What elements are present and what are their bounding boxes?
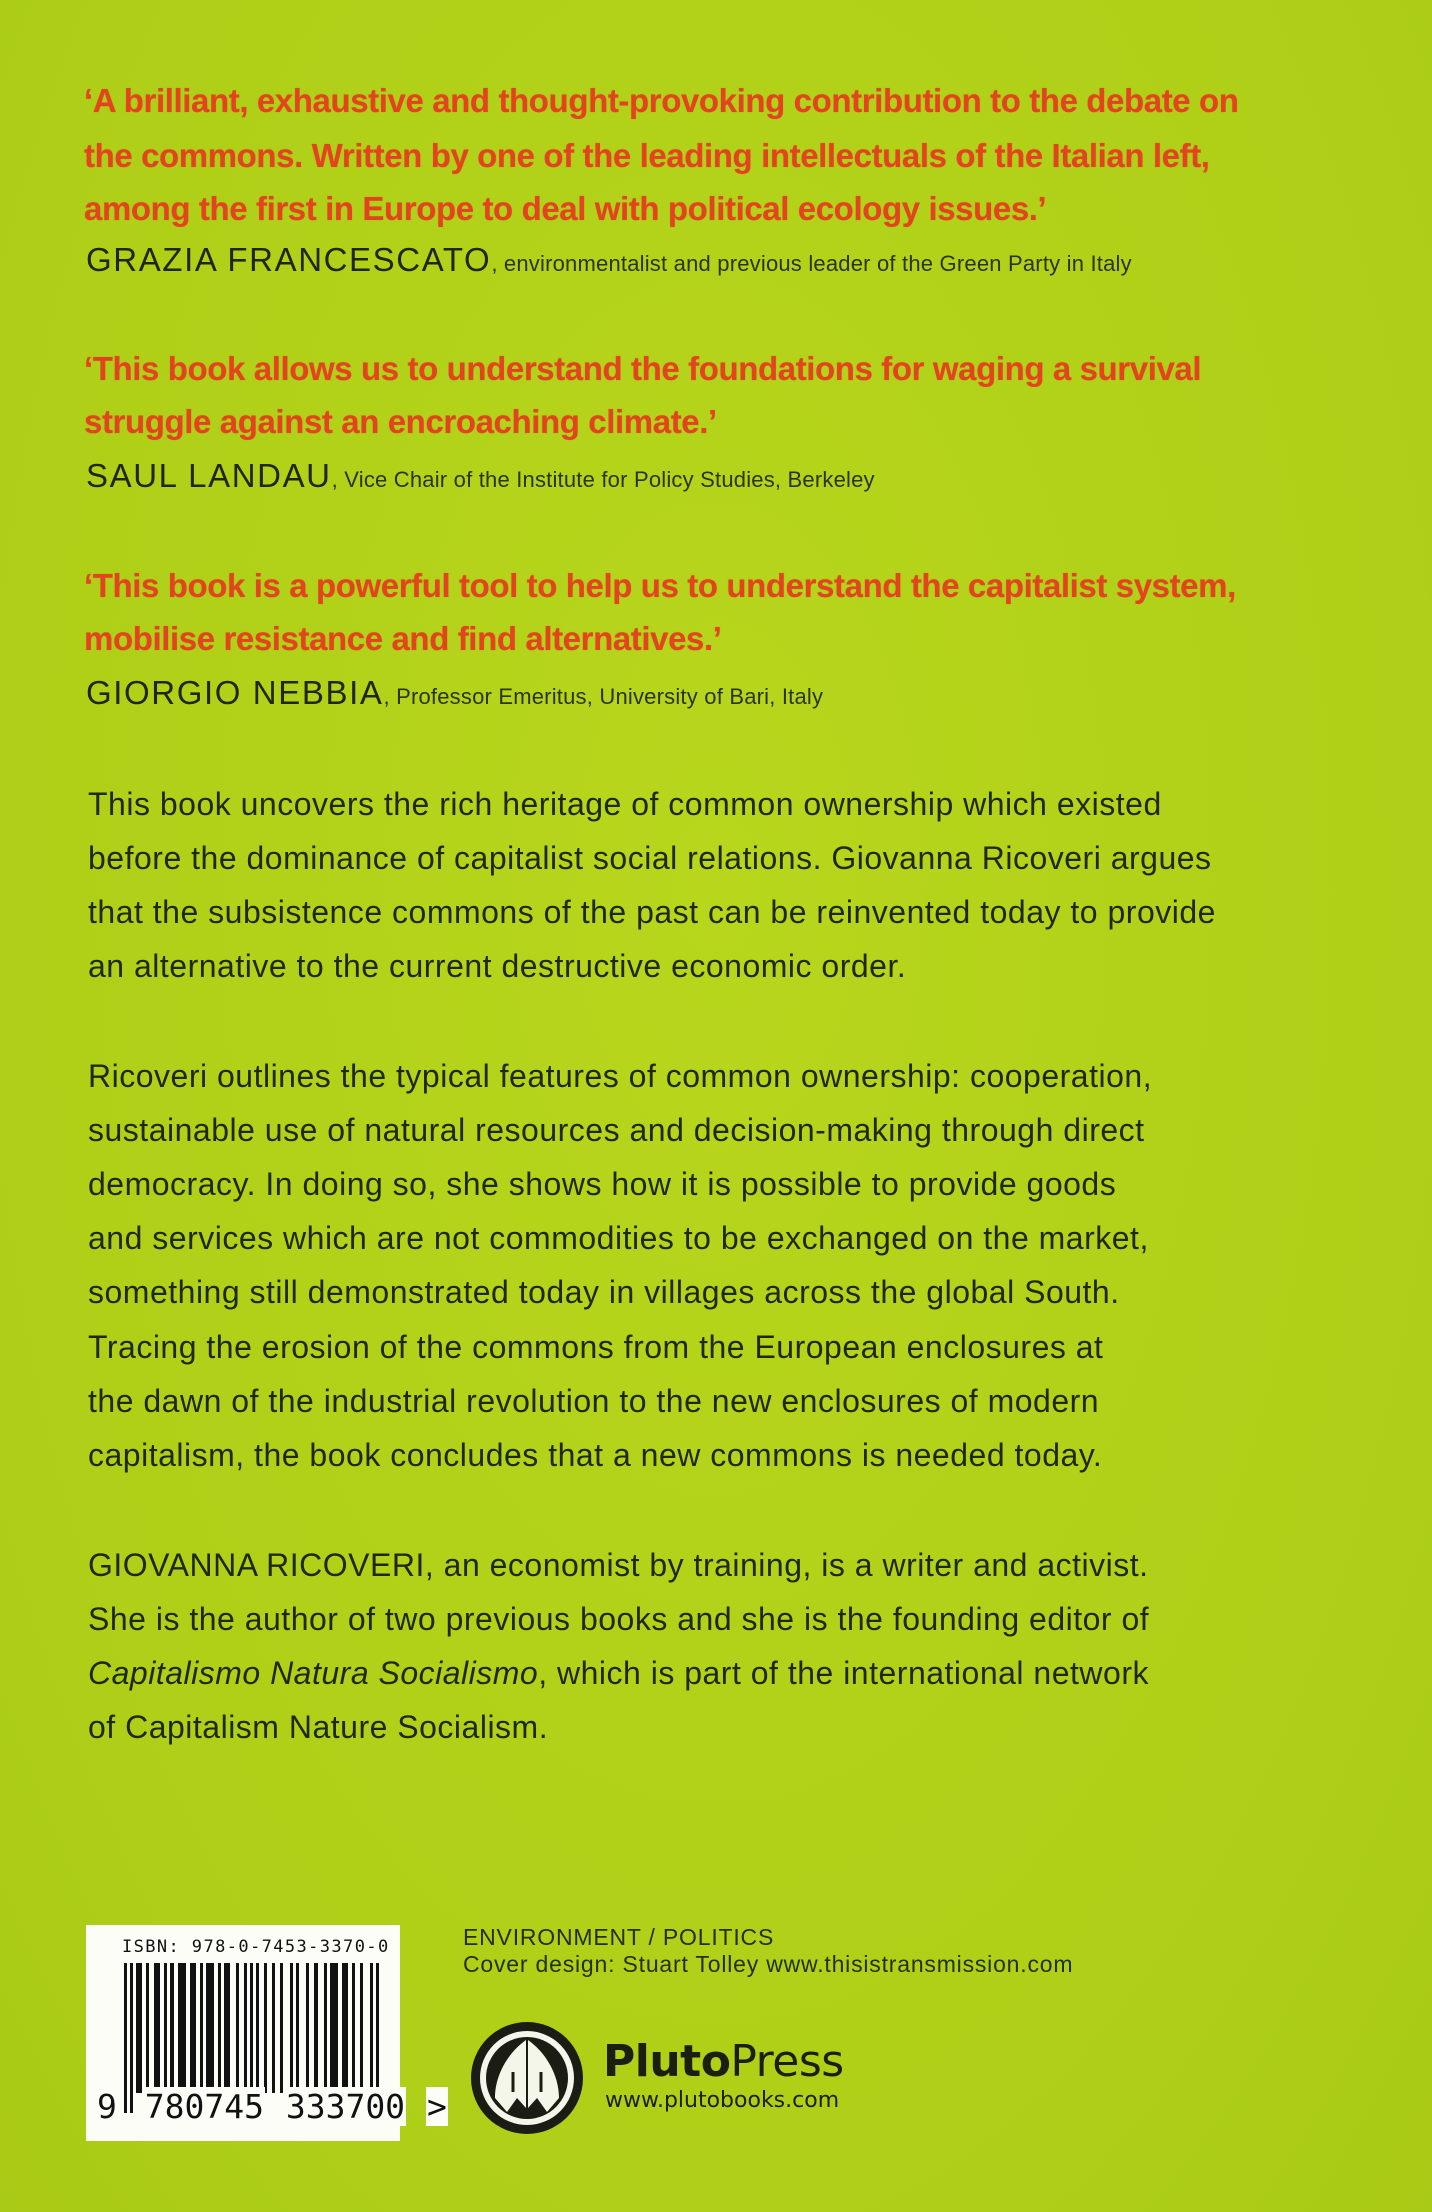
body-line: of Capitalism Nature Socialism. [88,1709,549,1745]
body-line [88,1655,1149,1692]
endorsement-attribution [86,457,875,495]
quote-line: among the first in Europe to deal with political ecology issues.’ [84,190,1047,227]
publisher-name: PlutoPress [603,2036,844,2087]
body-line: capitalism, the book concludes that a new commons is needed today. [88,1437,1103,1473]
barcode-digits [96,2087,447,2126]
isbn-label: ISBN: 978-0-7453-3370-0 [122,1937,390,1957]
body-line: the dawn of the industrial revolution to the new enclosures of modern [88,1383,1100,1419]
barcode-group-1: 780745 [144,2087,264,2126]
isbn-barcode [86,1925,447,2141]
endorser-role: , environmentalist and previous leader of the Green Party in Italy [491,251,1132,276]
barcode-lead-digit: 9 [97,2087,117,2126]
body-line: This book uncovers the rich heritage of common ownership which existed [88,786,1162,822]
body-line: GIOVANNA RICOVERI, an economist by training, is a writer and activist. [88,1547,1149,1583]
quote-line: struggle against an encroaching climate.’ [84,403,717,440]
category-and-credits [463,1924,1073,1978]
body-line: that the subsistence commons of the past can be reinvented today to provide [88,894,1216,930]
endorser-name: SAUL LANDAU [86,457,332,494]
body-line: sustainable use of natural resources and decision-making through direct [88,1112,1145,1148]
body-line: democracy. In doing so, she shows how it is possible to provide goods [88,1166,1117,1202]
quote-line: the commons. Written by one of the leading intellectuals of the Italian left, [84,137,1210,174]
endorser-name: GIORGIO NEBBIA [86,674,384,711]
body-line: an alternative to the current destructive economic order. [88,948,907,984]
cover-design-credit: Cover design: Stuart Tolley www.thisistransmission.com [463,1951,1074,1977]
quote-line: ‘This book is a powerful tool to help us to understand the capitalist system, [84,567,1236,604]
body-line: something still demonstrated today in villages across the global South. [88,1274,1120,1310]
body-line: She is the author of two previous books and she is the founding editor of [88,1601,1150,1637]
quote-line: ‘This book allows us to understand the foundations for waging a survival [84,350,1202,387]
book-category: ENVIRONMENT / POLITICS [463,1924,775,1950]
barcode-group-2: 333700 [285,2087,406,2126]
publisher-url[interactable]: www.plutobooks.com [605,2088,840,2113]
body-line: and services which are not commodities to be exchanged on the market, [88,1220,1149,1256]
quote-line: mobilise resistance and find alternatives.’ [84,620,722,657]
endorsement-attribution [86,241,1132,279]
endorsement-attribution [86,674,823,712]
pluto-press-logo-icon [469,2020,585,2136]
body-line: Tracing the erosion of the commons from the European enclosures at [88,1329,1104,1365]
body-text: , which is part of the international network [538,1655,1149,1691]
body-line: before the dominance of capitalist social relations. Giovanna Ricoveri argues [88,840,1212,876]
body-line: Ricoveri outlines the typical features of common ownership: cooperation, [88,1058,1153,1094]
endorser-role: , Vice Chair of the Institute for Policy Studies, Berkeley [331,467,875,492]
journal-title: Capitalismo Natura Socialismo [88,1655,539,1691]
endorser-name: GRAZIA FRANCESCATO [86,241,492,278]
endorser-role: , Professor Emeritus, University of Bari, Italy [383,684,824,709]
quote-line: ‘A brilliant, exhaustive and thought-provoking contribution to the debate on [84,82,1239,119]
barcode-arrow: > [426,2087,447,2126]
